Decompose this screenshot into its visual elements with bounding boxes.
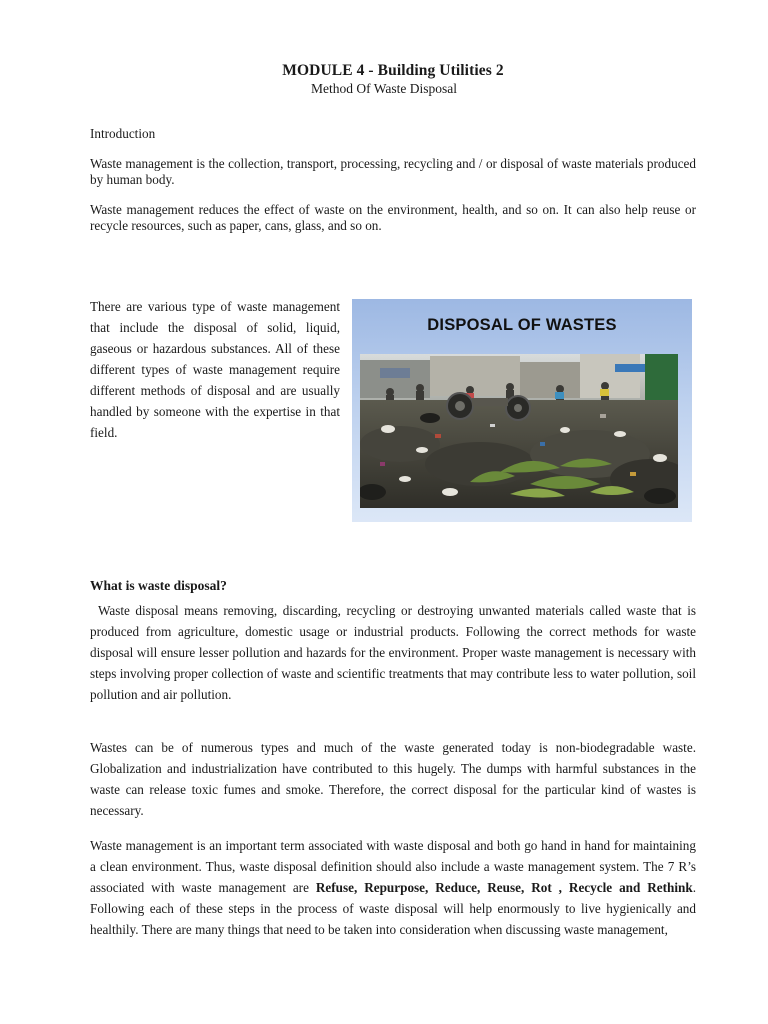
introduction-paragraph-2: Waste management reduces the effect of waste on the environment, health, and so on. It can also help reuse or recycle resources, such as paper, cans, glass, and so on. bbox=[90, 202, 696, 233]
waste-disposal-paragraph-1: Waste disposal means removing, discarding, recycling or destroying unwanted materials called waste that is produced from agriculture, domestic usage or industrial products. Following the correct methods for waste disposal will ensure lesser pollution and hazards for the environment. Proper waste management is necessary with steps involving proper collection of waste and scientific treatments that may contribute less to water pollution, soil pollution and air pollution. bbox=[90, 603, 696, 702]
page-title: MODULE 4 - Building Utilities 2 bbox=[282, 62, 504, 79]
introduction-paragraph-1: Waste management is the collection, transport, processing, recycling and / or disposal of waste materials produced by human body. bbox=[90, 156, 696, 187]
page-subtitle: Method Of Waste Disposal bbox=[310, 81, 458, 96]
disposal-of-wastes-figure bbox=[352, 299, 692, 522]
paragraph-3-start: Waste management is an important term associated with waste disposal and both go hand in hand for maintaining a clean environment. Thus, waste disposal definition should also include a waste management system. The 7 R’s associated with waste management are bbox=[90, 838, 696, 895]
figure-title: DISPOSAL OF WASTES bbox=[427, 316, 617, 334]
waste-dump-illustration bbox=[360, 354, 678, 508]
waste-disposal-paragraph-2: Wastes can be of numerous types and much of the waste generated today is non-biodegradable waste. Globalization and industrialization have contributed to this hugely. The dumps with harmful substances in the waste can release toxic fumes and smoke. Therefore, the correct disposal for the particular kind of wastes is necessary. bbox=[90, 740, 696, 818]
paragraph-3-end: . Following each of these steps in the process of waste disposal will help enormously to live hygienically and healthily. There are many things that need to be taken into consideration when discussing waste management, bbox=[90, 880, 697, 937]
waste-disposal-heading: What is waste disposal? bbox=[90, 578, 227, 593]
waste-types-paragraph: There are various type of waste management that include the disposal of solid, liquid, gaseous or hazardous substances. All of these different types of waste management require different methods of disposal and are usually handled by someone with the expertise in that field. bbox=[90, 299, 340, 440]
waste-dump-photo bbox=[360, 354, 678, 508]
seven-rs-list: Refuse, Repurpose, Reduce, Reuse, Rot , Recycle and Rethink bbox=[315, 880, 693, 895]
waste-disposal-paragraph-3 bbox=[90, 835, 696, 940]
introduction-heading: Introduction bbox=[90, 126, 156, 141]
